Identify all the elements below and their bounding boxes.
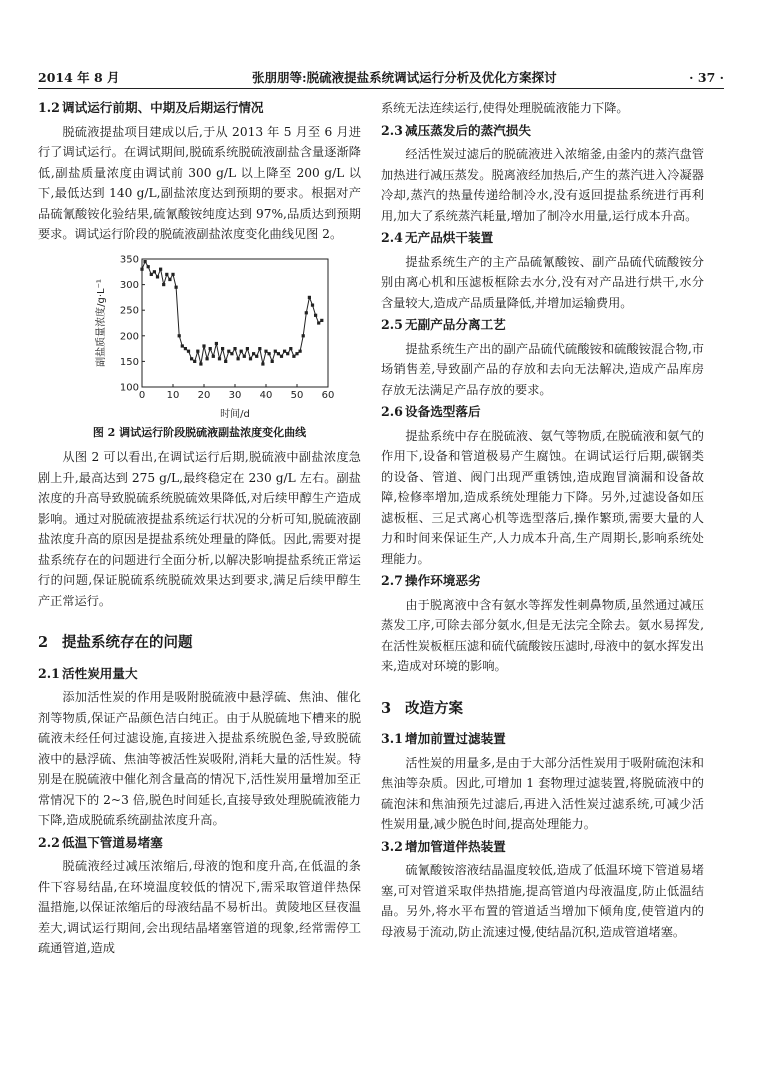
data-point <box>212 354 215 357</box>
section-paragraph: 提盐系统生产的主产品硫氰酸铵、副产品硫代硫酸铵分别由离心机和压滤板框除去水分,没有对产品进行烘干,水分含量较大,造成产品质量降低,并增加运输费用。 <box>381 254 704 310</box>
x-tick-label: 50 <box>290 389 304 401</box>
section-heading: 2.7 操作环境恶劣 <box>381 573 481 588</box>
data-point <box>218 357 221 360</box>
header-rule <box>38 88 724 89</box>
data-point <box>255 354 258 357</box>
section-paragraph: 从图 2 可以看出,在调试运行后期,脱硫液中副盐浓度急剧上升,最高达到 275 g/L,最终稳定在 230 g/L 左右。副盐浓度的升高导致脱硫系统脱硫效果降低,对后续甲醇生产造成影响。通过对脱硫液提盐系统运行状况的分析可知,脱硫液副盐浓度升高的原因是提盐系统处理量的降低。因此,需要对提盐系统存在的问题进行全面分析,以解决影响提盐系统正常运行的问题,保证脱硫系统脱硫效果达到要求,满足后续甲醇生产正常运行。 <box>38 450 361 608</box>
section-paragraph: 提盐系统中存在脱硫液、氨气等物质,在脱硫液和氨气的作用下,设备和管道极易产生腐蚀。在调试运行后期,碳钢类的设备、管道、阀门出现严重锈蚀,造成跑冒滴漏和设备故障,检修率增加,造成系统处理能力下降。另外,过滤设备如压滤板框、三足式离心机等选型落后,操作繁琐,需要大量的人力和时间来保证生产,人力成本升高,生产周期长,影响系统处理能力。 <box>381 428 704 566</box>
data-point <box>237 357 240 360</box>
section-paragraph: 脱硫液经过减压浓缩后,母液的饱和度升高,在低温的条件下容易结晶,在环境温度较低的情况下,需采取管道伴热保温措施,以保证浓缩后的母液结晶不易析出。黄陵地区昼夜温差大,调试运行期间,会出现结晶堵塞管道的现象,经常需停工疏通管道,造成 <box>38 859 361 955</box>
data-point <box>258 347 261 350</box>
concentration-chart <box>38 251 361 421</box>
data-point <box>150 272 153 275</box>
data-point <box>153 270 156 273</box>
data-point <box>227 349 230 352</box>
data-point <box>140 267 143 270</box>
data-point <box>286 352 289 355</box>
data-point <box>240 349 243 352</box>
data-point <box>261 362 264 365</box>
series-line <box>142 261 322 363</box>
data-point <box>162 283 165 286</box>
header-title: 张朋朋等:脱硫液提盐系统调试运行分析及优化方案探讨 <box>252 70 557 85</box>
data-point <box>181 344 184 347</box>
y-axis-label: 副盐质量浓度/g·L⁻¹ <box>96 278 107 367</box>
x-tick-label: 60 <box>321 389 335 401</box>
data-point <box>252 352 255 355</box>
data-point <box>289 347 292 350</box>
data-point <box>147 265 150 268</box>
x-tick-label: 20 <box>197 389 211 401</box>
section-heading: 2.5 无副产品分离工艺 <box>381 317 506 332</box>
data-point <box>320 318 323 321</box>
data-point <box>268 352 271 355</box>
data-point <box>175 285 178 288</box>
data-point <box>168 277 171 280</box>
y-tick-label: 150 <box>119 356 139 368</box>
data-point <box>206 357 209 360</box>
data-point <box>221 347 224 350</box>
section-paragraph: 提盐系统生产出的副产品硫代硫酸铵和硫酸铵混合物,市场销售差,导致副产品的存放和去向无法解决,造成产品库房存放无法满足产品存放的要求。 <box>381 341 704 397</box>
figure-2 <box>38 251 361 421</box>
right-column <box>381 98 704 942</box>
y-tick-label: 100 <box>119 382 139 393</box>
data-point <box>144 260 147 263</box>
header-page-number: · 37 · <box>689 69 724 85</box>
data-point <box>199 362 202 365</box>
data-point <box>165 272 168 275</box>
y-tick-label: 300 <box>119 279 139 291</box>
data-point <box>184 347 187 350</box>
x-tick-label: 30 <box>228 389 242 401</box>
data-point <box>209 347 212 350</box>
section-heading: 2.3 减压蒸发后的蒸汽损失 <box>381 122 531 138</box>
data-point <box>264 349 267 352</box>
data-point <box>193 359 196 362</box>
data-point <box>215 341 218 344</box>
section-paragraph: 由于脱离液中含有氨水等挥发性刺鼻物质,虽然通过减压蒸发工序,可除去部分氨水,但是无法完全除去。氨水易挥发,在活性炭板框压滤和硫代硫酸铵压滤时,母液中的氨水挥发出来,造成对环境的影响。 <box>381 597 704 673</box>
x-axis-label: 时间/d <box>220 408 250 420</box>
section-heading: 3.2 增加管道伴热装置 <box>381 838 506 854</box>
section-heading: 2.4 无产品烘干装置 <box>381 230 494 245</box>
section-paragraph: 经活性炭过滤后的脱硫液进入浓缩釜,由釜内的蒸汽盘管加热进行减压蒸发。脱离液经加热后,产生的蒸汽进入冷凝器冷却,蒸汽的热量传递给制冷水,没有返回提盐系统进行再利用,加大了系统蒸汽耗量,增加了制冷水用量,运行成本升高。 <box>381 147 704 223</box>
data-point <box>295 352 298 355</box>
y-tick-label: 350 <box>119 254 139 265</box>
data-point <box>224 359 227 362</box>
data-point <box>187 349 190 352</box>
data-point <box>302 334 305 337</box>
section-paragraph: 活性炭的用量多,是由于大部分活性炭用于吸附硫泡沫和焦油等杂质。因此,可增加 1 套物理过滤装置,将脱硫液中的硫泡沫和焦油预先过滤后,再进入活性炭过滤系统,可减少活性炭用量,减少脱色时间,提高处理能力。 <box>381 755 704 831</box>
x-tick-label: 40 <box>259 389 273 401</box>
header-date: 2014 年 8 月 <box>38 70 120 85</box>
data-point <box>156 275 159 278</box>
data-point <box>311 303 314 306</box>
section-paragraph: 添加活性炭的作用是吸附脱硫液中悬浮硫、焦油、催化剂等物质,保证产品颜色洁白纯正。由于从脱硫地下槽来的脱硫液未经任何过滤设施,直接进入提盐系统脱色釜,导致脱硫液中的悬浮硫、焦油等被活性炭吸附,消耗大量的活性炭。特别是在脱硫液中催化剂含量高的情况下,活性炭用量增加至正常情况下的 2~3 倍,脱色时间延长,直接导致处理脱硫液能力下降,造成脱硫系统副盐浓度升高。 <box>38 690 361 827</box>
data-point <box>230 352 233 355</box>
data-point <box>280 354 283 357</box>
data-point <box>317 321 320 324</box>
data-point <box>202 344 205 347</box>
figure-caption: 图 2 调试运行阶段脱硫液副盐浓度变化曲线 <box>92 425 307 439</box>
data-point <box>243 354 246 357</box>
continued-paragraph: 系统无法连续运行,使得处理脱硫液能力下降。 <box>381 101 629 115</box>
data-point <box>308 295 311 298</box>
left-column <box>38 98 361 959</box>
x-tick-label: 10 <box>166 389 180 401</box>
y-tick-label: 200 <box>119 330 139 342</box>
data-point <box>196 349 199 352</box>
section-heading: 2.2 低温下管道易堵塞 <box>38 834 163 850</box>
running-header <box>38 66 724 88</box>
section-paragraph: 硫氰酸铵溶液结晶温度较低,造成了低温环境下管道易堵塞,可对管道采取伴热措施,提高管道内母液温度,防止低温结晶。另外,将水平布置的管道适当增加下倾角度,使管道内的母液易于流动,防止流速过慢,使结晶沉积,造成管道堵塞。 <box>381 863 704 939</box>
x-tick-label: 0 <box>138 389 146 401</box>
section-heading: 2.6 设备选型落后 <box>381 404 481 419</box>
data-point <box>249 357 252 360</box>
data-point <box>292 354 295 357</box>
data-point <box>283 349 286 352</box>
data-point <box>171 272 174 275</box>
section-heading: 1.2 调试运行前期、中期及后期运行情况 <box>38 100 264 115</box>
data-point <box>299 349 302 352</box>
data-point <box>305 311 308 314</box>
data-point <box>190 357 193 360</box>
chapter-heading: 2 提盐系统存在的问题 <box>38 634 193 651</box>
section-heading: 3.1 增加前置过滤装置 <box>381 731 506 746</box>
data-point <box>271 359 274 362</box>
data-point <box>178 334 181 337</box>
data-point <box>159 267 162 270</box>
data-point <box>246 347 249 350</box>
chapter-heading: 3 改造方案 <box>381 699 463 717</box>
data-point <box>233 347 236 350</box>
data-point <box>274 349 277 352</box>
data-point <box>314 313 317 316</box>
section-paragraph: 脱硫液提盐项目建成以后,于从 2013 年 5 月至 6 月进行了调试运行。在调试期间,脱硫系统脱硫液副盐含量逐渐降低,副盐质量浓度由调试前 300 g/L 以上降至 200 g/L 以下,最低达到 140 g/L,副盐浓度达到预期的要求。根据对产品硫氰酸铵化验结果,硫氰酸铵纯度达到 97%,品质达到预期要求。调试运行阶段的脱硫液副盐浓度变化曲线见图 2。 <box>38 124 361 241</box>
y-tick-label: 250 <box>119 305 139 317</box>
section-heading: 2.1 活性炭用量大 <box>38 665 138 681</box>
data-point <box>277 352 280 355</box>
